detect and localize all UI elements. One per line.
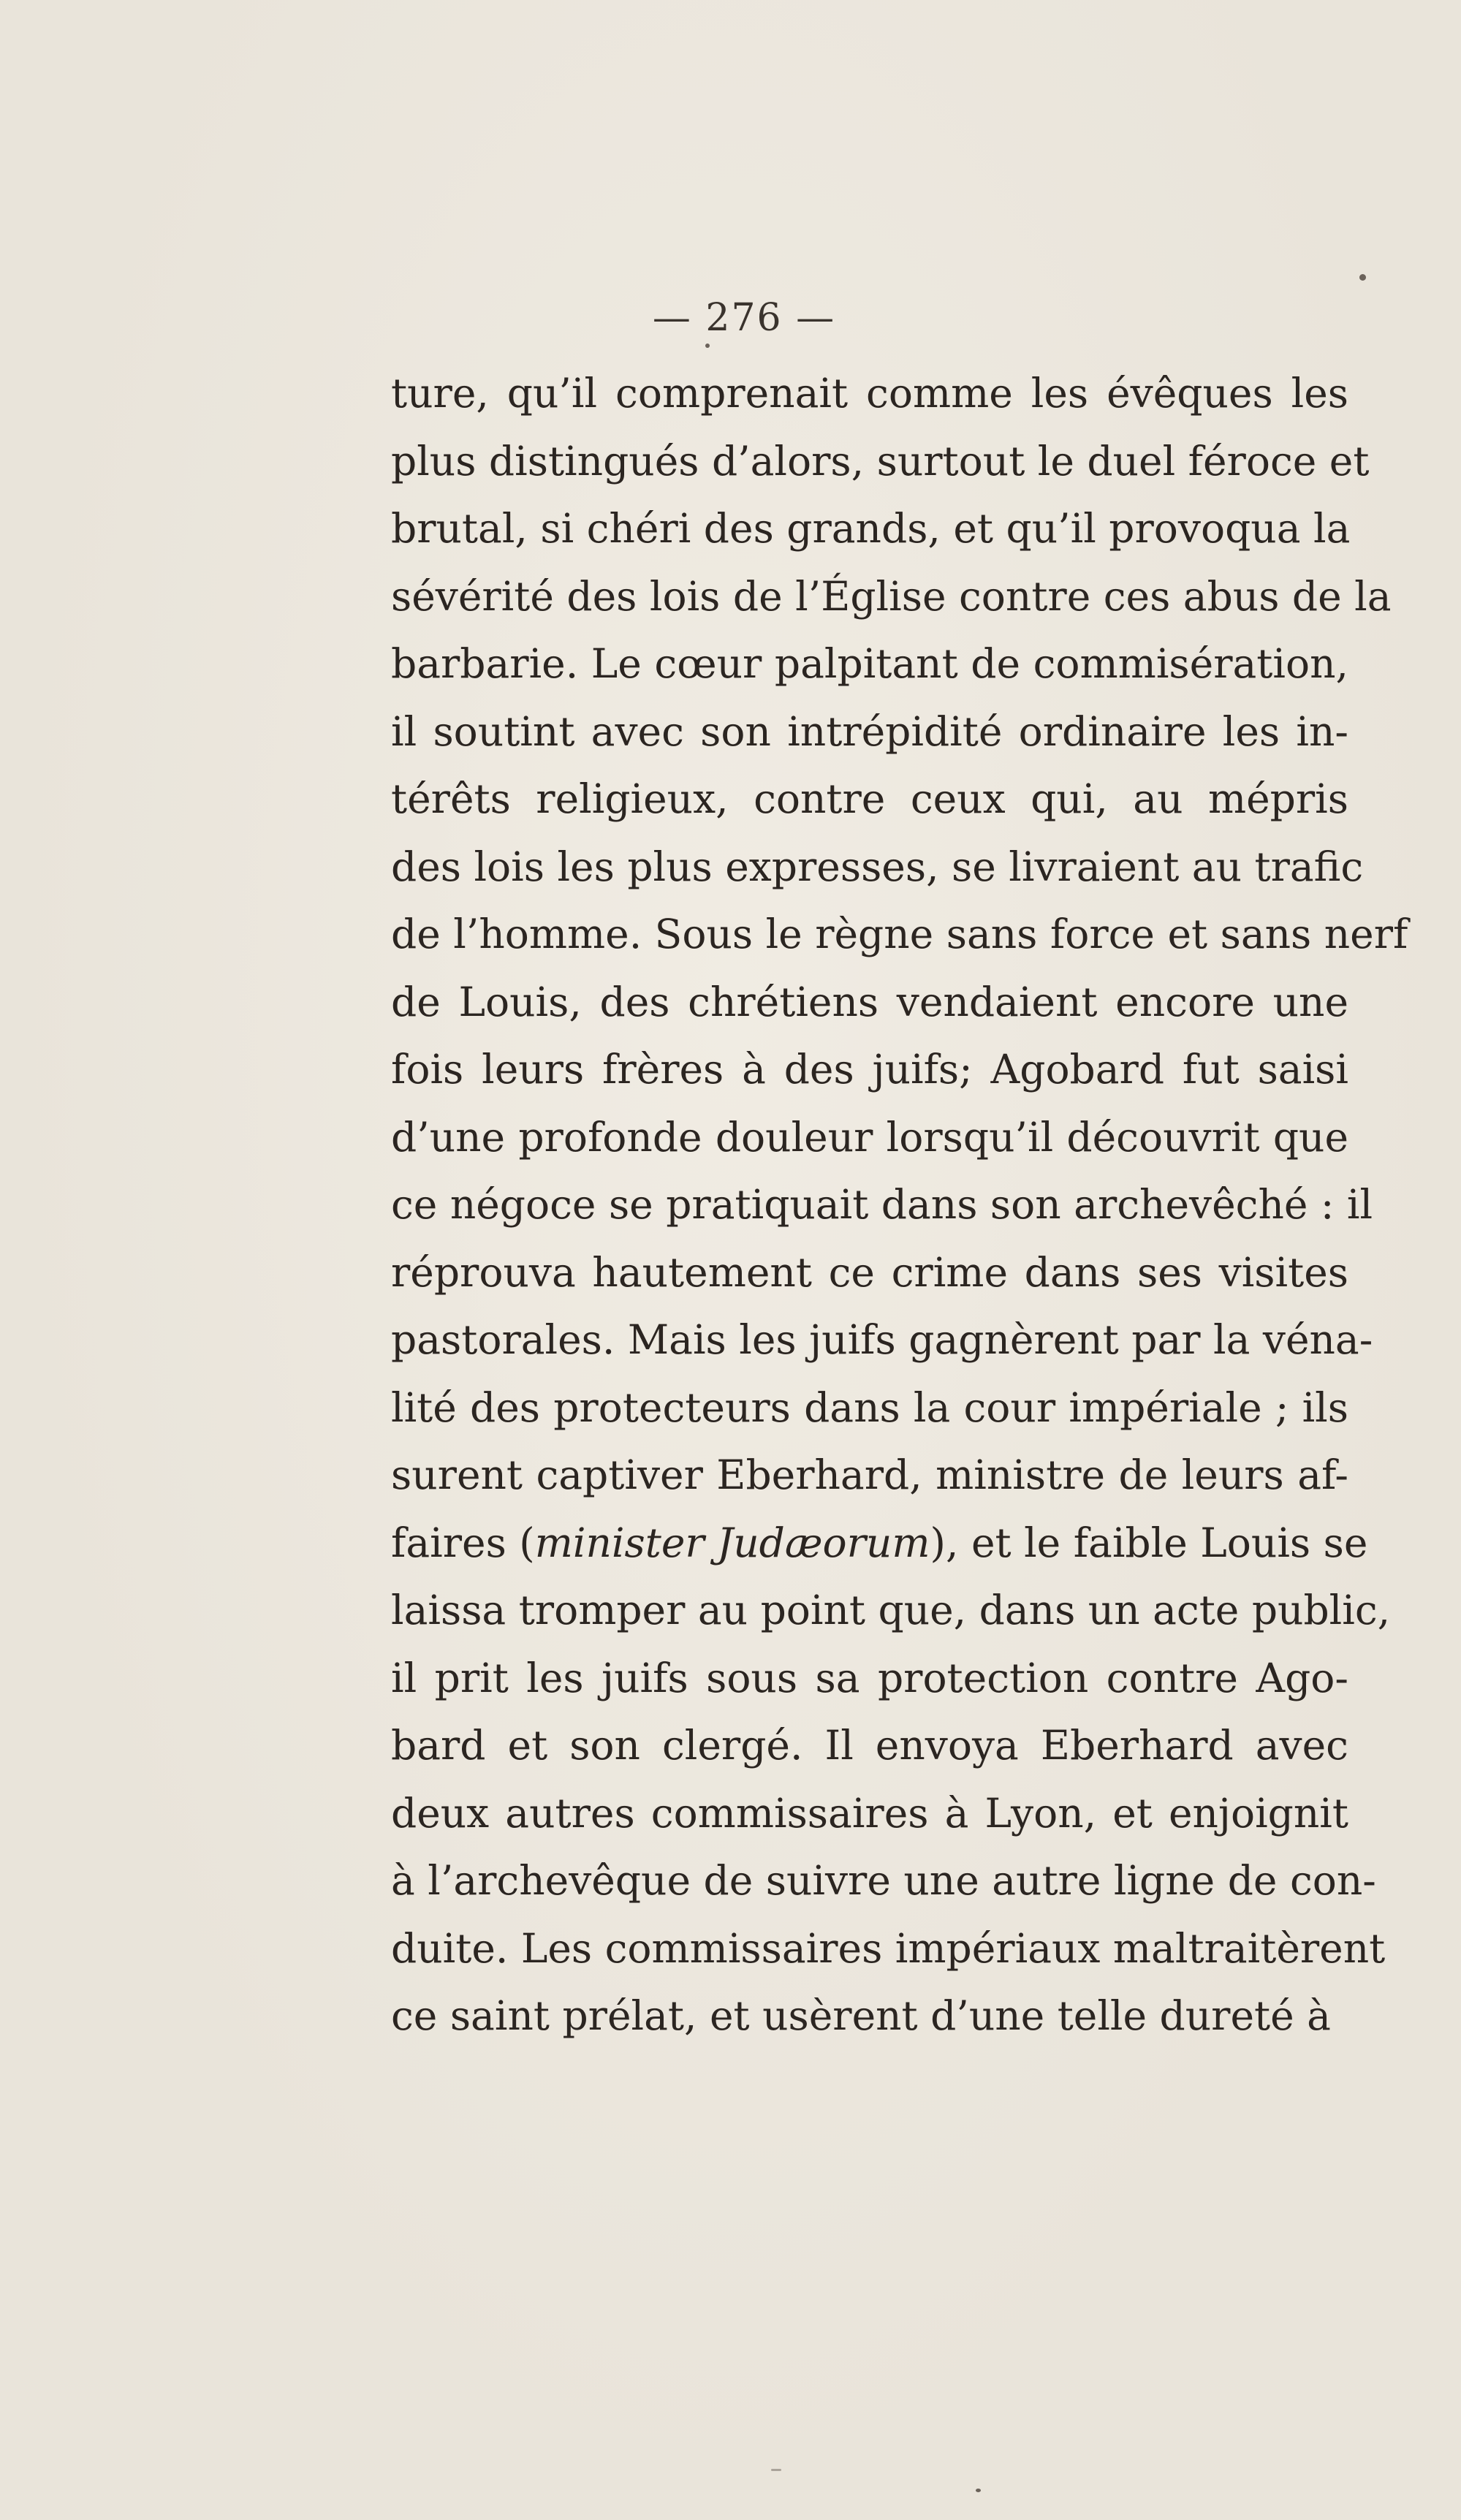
dust-speck xyxy=(771,2469,781,2471)
text-line: faires (minister Judæorum), et le faible Louis se xyxy=(391,1519,1368,1566)
text-line: à l’archevêque de suivre une autre ligne de con- xyxy=(391,1857,1376,1904)
text-line: il prit les juifs sous sa protection contre Ago- xyxy=(391,1654,1348,1701)
dust-speck xyxy=(976,2489,981,2492)
text-line: deux autres commissaires à Lyon, et enjoignit xyxy=(391,1789,1348,1837)
text-line: laissa tromper au point que, dans un acte public, xyxy=(391,1587,1391,1633)
text-line: sévérité des lois de l’Église contre ces abus de la xyxy=(391,572,1392,620)
body-text xyxy=(391,360,1408,2050)
text-line: pastorales. Mais les juifs gagnèrent par la véna- xyxy=(391,1316,1373,1363)
text-line: térêts religieux, contre ceux qui, au mépris xyxy=(391,775,1348,822)
dust-speck xyxy=(705,344,710,348)
text-line: de l’homme. Sous le règne sans force et sans nerf xyxy=(391,911,1408,957)
page-number: — 276 — xyxy=(652,296,836,340)
text-line: lité des protecteurs dans la cour impériale ; ils xyxy=(391,1384,1348,1431)
dust-speck xyxy=(1359,274,1366,281)
text-line: de Louis, des chrétiens vendaient encore une xyxy=(391,978,1348,1025)
text-line: surent captiver Eberhard, ministre de leurs af- xyxy=(391,1451,1348,1498)
text-line: plus distingués d’alors, surtout le duel féroce et xyxy=(391,437,1370,485)
text-line: ture, qu’il comprenait comme les évêques les xyxy=(391,370,1348,417)
text-line: ce saint prélat, et usèrent d’une telle dureté à xyxy=(391,1992,1331,2039)
text-line: réprouva hautement ce crime dans ses visites xyxy=(391,1248,1348,1296)
text-line: ce négoce se pratiquait dans son archevêché : il xyxy=(391,1181,1373,1228)
text-line: fois leurs frères à des juifs; Agobard fut saisi xyxy=(391,1046,1348,1093)
text-line: brutal, si chéri des grands, et qu’il provoqua la xyxy=(391,505,1351,552)
text-line: des lois les plus expresses, se livraient au trafic xyxy=(391,843,1364,890)
text-line: barbarie. Le cœur palpitant de commisération, xyxy=(391,640,1348,687)
text-line: d’une profonde douleur lorsqu’il découvrit que xyxy=(391,1113,1348,1161)
text-line: duite. Les commissaires impériaux maltraitèrent xyxy=(391,1924,1386,1972)
text-line: il soutint avec son intrépidité ordinaire les in- xyxy=(391,707,1348,755)
text-line: bard et son clergé. Il envoya Eberhard avec xyxy=(391,1722,1348,1769)
